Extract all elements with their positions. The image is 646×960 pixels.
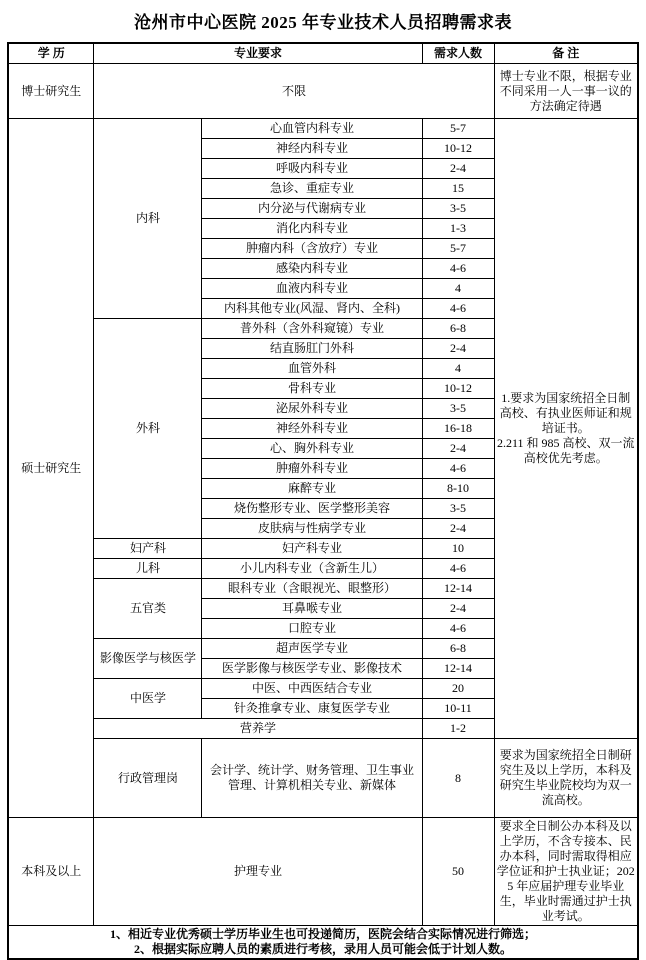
- category-cell-waike: 外科: [94, 319, 202, 539]
- category-cell-neike: 内科: [94, 119, 202, 319]
- count-cell: 6-8: [422, 639, 494, 659]
- major-cell: 耳鼻喉专业: [202, 599, 422, 619]
- footnotes: [8, 926, 638, 960]
- remark-cell: 博士专业不限，根据专业不同采用一人一事一议的方法确定待遇: [494, 64, 638, 119]
- remark-cell-master: [494, 119, 638, 739]
- count-cell: 12-14: [422, 659, 494, 679]
- footnote-line: 1、相近专业优秀硕士学历毕业生也可投递简历，医院会结合实际情况进行筛选；: [109, 927, 536, 941]
- remark-line: 2.211 和 985 高校、双一流高校优先考虑。: [496, 436, 635, 465]
- major-cell: 针灸推拿专业、康复医学专业: [202, 699, 422, 719]
- major-cell: 肿瘤内科（含放疗）专业: [202, 239, 422, 259]
- page-title: 沧州市中心医院 2025 年专业技术人员招聘需求表: [134, 13, 512, 32]
- count-cell: 1-2: [422, 719, 494, 739]
- major-cell: 皮肤病与性病学专业: [202, 519, 422, 539]
- category-cell-xingzheng: 行政管理岗: [94, 739, 202, 818]
- major-cell: 呼吸内科专业: [202, 159, 422, 179]
- major-cell: 护理专业: [94, 818, 422, 926]
- category-cell-erke: 儿科: [94, 559, 202, 579]
- count-cell: 2-4: [422, 159, 494, 179]
- header-education: 学 历: [8, 43, 94, 64]
- major-cell: 会计学、统计学、财务管理、卫生事业管理、计算机相关专业、新媒体: [202, 739, 422, 818]
- category-cell-zhongyixue: 中医学: [94, 679, 202, 719]
- count-cell: 4-6: [422, 619, 494, 639]
- count-cell: 4-6: [422, 559, 494, 579]
- count-cell: 3-5: [422, 199, 494, 219]
- major-cell: 心、胸外科专业: [202, 439, 422, 459]
- count-cell: 50: [422, 818, 494, 926]
- count-cell: 6-8: [422, 319, 494, 339]
- remark-line: 1.要求为国家统招全日制高校、有执业医师证和规培证书。: [499, 391, 632, 435]
- education-cell: 本科及以上: [8, 818, 94, 926]
- remark-cell-xingzheng: 要求为国家统招全日制研究生及以上学历，本科及研究生毕业院校均为双一流高校。: [494, 739, 638, 818]
- major-cell: 不限: [94, 64, 494, 119]
- count-cell: 12-14: [422, 579, 494, 599]
- count-cell: 5-7: [422, 239, 494, 259]
- major-cell: 神经内科专业: [202, 139, 422, 159]
- category-cell-fuchanke: 妇产科: [94, 539, 202, 559]
- count-cell: 8-10: [422, 479, 494, 499]
- major-cell: 神经外科专业: [202, 419, 422, 439]
- count-cell: 4: [422, 359, 494, 379]
- count-cell: 10-12: [422, 139, 494, 159]
- count-cell: 4-6: [422, 299, 494, 319]
- count-cell: 10: [422, 539, 494, 559]
- major-cell: 内分泌与代谢病专业: [202, 199, 422, 219]
- major-cell: 口腔专业: [202, 619, 422, 639]
- count-cell: 2-4: [422, 439, 494, 459]
- count-cell: 4-6: [422, 259, 494, 279]
- count-cell: 4: [422, 279, 494, 299]
- count-cell: 16-18: [422, 419, 494, 439]
- major-cell: 血液内科专业: [202, 279, 422, 299]
- major-cell: 消化内科专业: [202, 219, 422, 239]
- count-cell: 20: [422, 679, 494, 699]
- education-cell: 博士研究生: [8, 64, 94, 119]
- footnote-line: 2、根据实际应聘人员的素质进行考核，录用人员可能会低于计划人数。: [133, 942, 512, 956]
- count-cell: 10-12: [422, 379, 494, 399]
- count-cell: 3-5: [422, 399, 494, 419]
- table-row-doctoral: [8, 64, 638, 119]
- count-cell: 2-4: [422, 599, 494, 619]
- header-remark: 备 注: [494, 43, 638, 64]
- major-cell: 急诊、重症专业: [202, 179, 422, 199]
- major-cell: 中医、中西医结合专业: [202, 679, 422, 699]
- header-major: 专业要求: [94, 43, 422, 64]
- category-cell-yingxiang: 影像医学与核医学: [94, 639, 202, 679]
- major-cell: 眼科专业（含眼视光、眼整形）: [202, 579, 422, 599]
- table-header-row: [8, 43, 638, 64]
- major-cell: 妇产科专业: [202, 539, 422, 559]
- recruitment-table: [7, 42, 639, 960]
- category-cell-wuguanlei: 五官类: [94, 579, 202, 639]
- major-cell: 麻醉专业: [202, 479, 422, 499]
- count-cell: 2-4: [422, 519, 494, 539]
- major-cell: 医学影像与核医学专业、影像技术: [202, 659, 422, 679]
- major-cell: 骨科专业: [202, 379, 422, 399]
- header-count: 需求人数: [422, 43, 494, 64]
- count-cell: 3-5: [422, 499, 494, 519]
- count-cell: 8: [422, 739, 494, 818]
- count-cell: 1-3: [422, 219, 494, 239]
- major-cell: 烧伤整形专业、医学整形美容: [202, 499, 422, 519]
- count-cell: 15: [422, 179, 494, 199]
- table-row-admin: [8, 739, 638, 818]
- major-cell-yingyangxue: 营养学: [94, 719, 422, 739]
- major-cell: 超声医学专业: [202, 639, 422, 659]
- major-cell: 普外科（含外科窥镜）专业: [202, 319, 422, 339]
- count-cell: 4-6: [422, 459, 494, 479]
- major-cell: 结直肠肛门外科: [202, 339, 422, 359]
- major-cell: 肿瘤外科专业: [202, 459, 422, 479]
- major-cell: 感染内科专业: [202, 259, 422, 279]
- major-cell: 小儿内科专业（含新生儿）: [202, 559, 422, 579]
- major-cell: 内科其他专业(风湿、肾内、全科): [202, 299, 422, 319]
- table-row-bachelor: [8, 818, 638, 926]
- count-cell: 10-11: [422, 699, 494, 719]
- count-cell: 5-7: [422, 119, 494, 139]
- footnotes-row: [8, 926, 638, 960]
- table-row: [8, 119, 638, 139]
- count-cell: 2-4: [422, 339, 494, 359]
- education-cell-master: 硕士研究生: [8, 119, 94, 818]
- major-cell: 血管外科: [202, 359, 422, 379]
- remark-cell: 要求全日制公办本科及以上学历，不含专接本、民办本科，同时需取得相应学位证和护士执业证；2025 年应届护理专业毕业生，毕业时需通过护士执业考试。: [494, 818, 638, 926]
- major-cell: 泌尿外科专业: [202, 399, 422, 419]
- major-cell: 心血管内科专业: [202, 119, 422, 139]
